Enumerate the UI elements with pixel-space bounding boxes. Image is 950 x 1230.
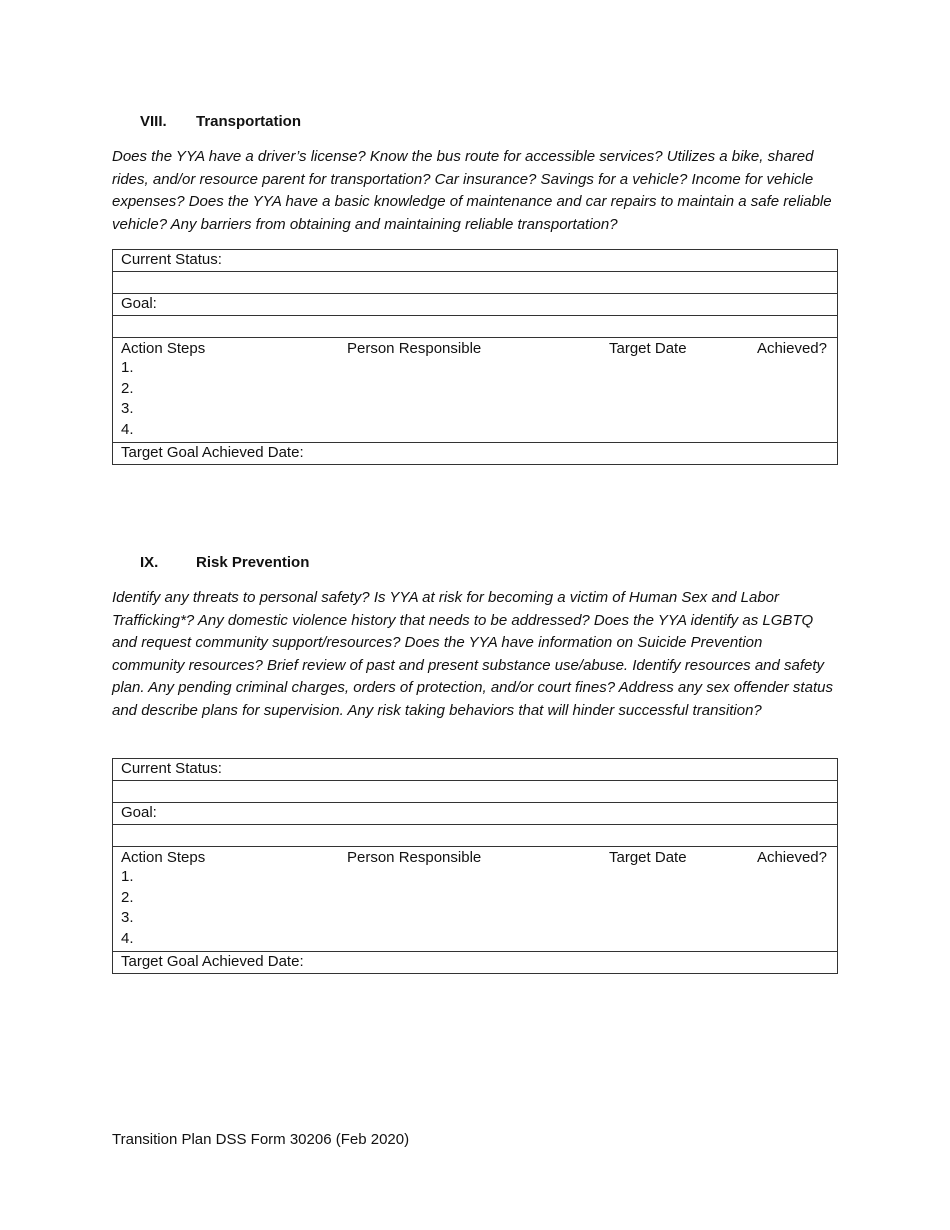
target-goal-date-row[interactable]	[113, 443, 837, 464]
goal-label: Goal:	[121, 295, 157, 312]
column-person-responsible: Person Responsible	[347, 340, 482, 357]
plan-table-transportation	[112, 249, 838, 465]
current-status-label: Current Status:	[121, 760, 222, 777]
current-status-row[interactable]	[113, 759, 837, 781]
target-goal-date-row[interactable]	[113, 952, 837, 973]
action-steps-header	[121, 338, 829, 358]
current-status-label: Current Status:	[121, 251, 222, 268]
goal-row[interactable]	[113, 294, 837, 316]
action-step-line[interactable]: 3.	[121, 909, 134, 927]
current-status-field[interactable]	[113, 272, 837, 294]
action-steps-block	[113, 338, 837, 443]
current-status-field[interactable]	[113, 781, 837, 803]
goal-field[interactable]	[113, 825, 837, 847]
form-footer: Transition Plan DSS Form 30206 (Feb 2020)	[112, 1131, 410, 1148]
action-steps-block	[113, 847, 837, 952]
column-target-date: Target Date	[609, 340, 687, 357]
action-step-line[interactable]: 1.	[121, 359, 134, 376]
action-step-line[interactable]: 2.	[121, 379, 134, 397]
target-goal-date-label: Target Goal Achieved Date:	[121, 444, 304, 461]
column-target-date: Target Date	[609, 849, 687, 866]
action-step-line[interactable]: 4.	[121, 420, 134, 438]
goal-row[interactable]	[113, 803, 837, 825]
section-prompt-transportation: Does the YYA have a driver’s license? Know the bus route for accessible services? Utilizes a bike, shared rides, and/or resource parent for transportation? Car insurance? Savings for a vehicle? Income for vehicle expenses? Does the YYA have a basic knowledge of maintenance and car repairs to maintain a safe reliable vehicle? Any barriers from obtaining and maintaining reliable transportation?	[112, 148, 832, 233]
action-steps-header	[121, 847, 829, 867]
action-step-line[interactable]: 1.	[121, 868, 134, 885]
column-action-steps: Action Steps	[121, 340, 206, 357]
section-title: Risk Prevention	[196, 554, 310, 571]
action-step-line[interactable]: 4.	[121, 929, 134, 947]
column-achieved: Achieved?	[756, 340, 827, 357]
section-number: IX.	[140, 554, 159, 571]
section-title: Transportation	[196, 113, 302, 130]
section-number: VIII.	[140, 113, 167, 130]
section-heading-risk-prevention	[140, 554, 309, 571]
column-person-responsible: Person Responsible	[347, 849, 482, 866]
action-step-line[interactable]: 2.	[121, 888, 134, 906]
target-goal-date-label: Target Goal Achieved Date:	[121, 953, 304, 970]
section-heading-transportation	[140, 113, 301, 130]
goal-label: Goal:	[121, 804, 157, 821]
current-status-row[interactable]	[113, 250, 837, 272]
column-achieved: Achieved?	[756, 849, 827, 866]
section-prompt-risk-prevention: Identify any threats to personal safety? Is YYA at risk for becoming a victim of Human Sex and Labor Trafficking*? Any domestic violence history that needs to be addressed? Does the YYA identify as LGBTQ and request community support/resources? Does the YYA have information on Suicide Prevention community resources? Brief review of past and present substance use/abuse. Identify resources and safety plan. Any pending criminal charges, orders of protection, and/or court fines? Address any sex offender status and describe plans for supervision. Any risk taking behaviors that will hinder successful transition?	[112, 589, 833, 719]
goal-field[interactable]	[113, 316, 837, 338]
column-action-steps: Action Steps	[121, 849, 206, 866]
action-step-line[interactable]: 3.	[121, 400, 134, 418]
plan-table-risk-prevention	[112, 758, 838, 974]
